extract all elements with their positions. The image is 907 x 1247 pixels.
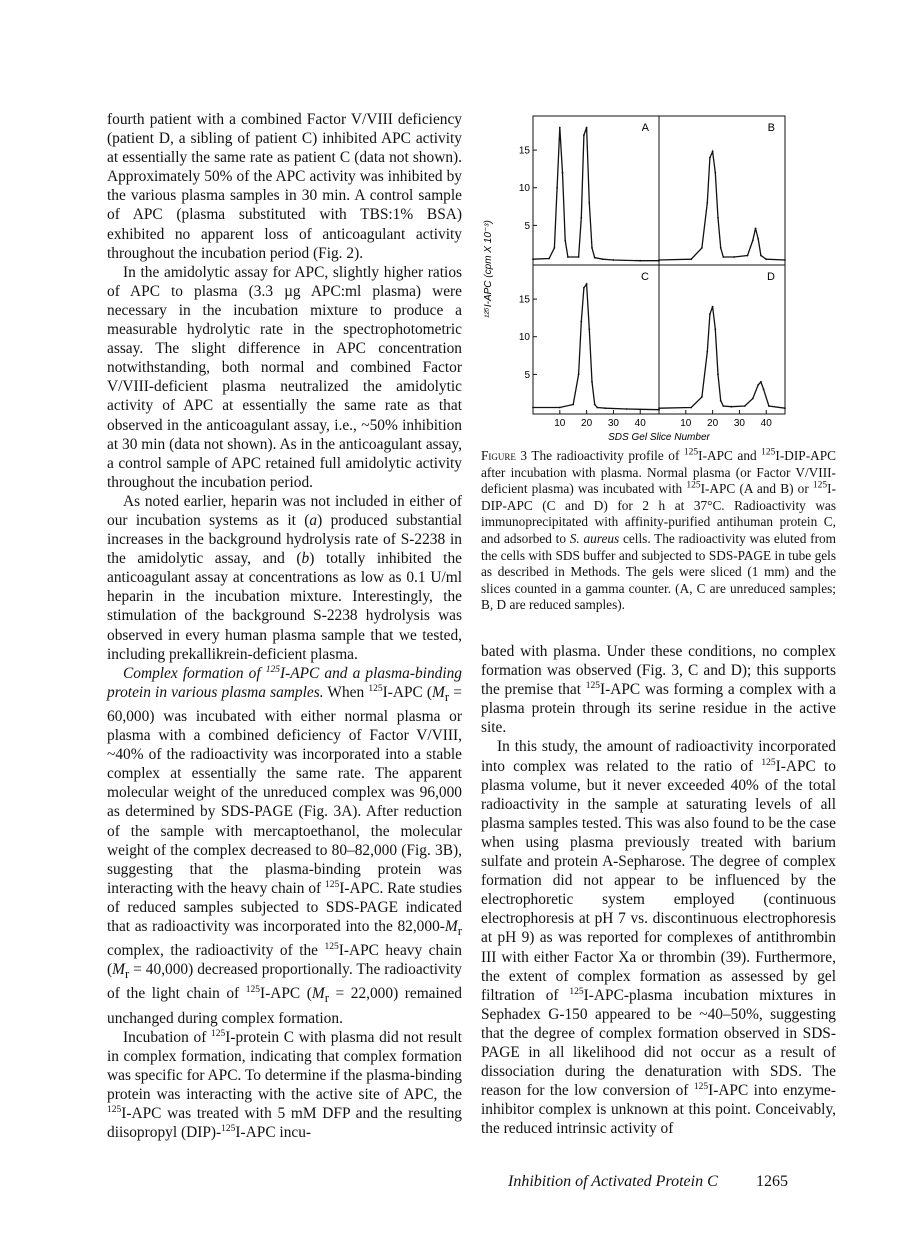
data-point bbox=[722, 405, 724, 407]
paragraph: In this study, the amount of radioactivity incorporated into complex was related to the ratio of $^{125}$I-APC to plasma volume, but it never exceeded 40% of the total radioactivity in the sample at saturating levels of all plasma samples tested. This was also found to be the case when using plasma previously treated with barium sulfate and protein A-Sepharose. The degree of complex formation did not appear to be influenced by the electrophoretic system employed (continuous electrophoresis at pH 7 vs. discontinuous electrophoresis at pH 9) as was reported for complexes of antithrombin III with either Factor Xa or thrombin (39). Furthermore, the extent of complex formation as assessed by gel filtration of $^{125}$I-APC-plasma incubation mixtures in Sephadex G-150 appeared to be ~40–50%, suggesting that the degree of complex formation observed in SDS-PAGE in all likelihood did not occur as a result of dissociation during the denaturation with SDS. The reason for the low conversion of $^{125}$I-APC into enzyme-inhibitor complex is unknown at this point. Conceivably, the reduced intrinsic activity of bbox=[481, 738, 836, 1138]
data-point bbox=[658, 407, 660, 409]
data-point bbox=[717, 374, 719, 376]
right-column bbox=[481, 642, 836, 1138]
data-point bbox=[720, 400, 722, 402]
data-point bbox=[580, 321, 582, 323]
data-point bbox=[588, 202, 590, 204]
data-point bbox=[690, 258, 692, 260]
data-point bbox=[784, 407, 786, 409]
data-point bbox=[712, 151, 714, 153]
data-point bbox=[613, 259, 615, 261]
series-line-D bbox=[659, 307, 785, 409]
data-point bbox=[554, 247, 556, 249]
data-point bbox=[712, 306, 714, 308]
series-line-A bbox=[533, 128, 659, 261]
data-point bbox=[586, 127, 588, 129]
y-tick-label: 15 bbox=[518, 145, 530, 157]
data-point bbox=[752, 398, 754, 400]
data-point bbox=[548, 258, 550, 260]
x-tick-label: 10 bbox=[554, 418, 566, 429]
data-point bbox=[578, 256, 580, 258]
data-point bbox=[578, 374, 580, 376]
data-point bbox=[722, 256, 724, 258]
data-point bbox=[594, 404, 596, 406]
data-point bbox=[572, 404, 574, 406]
data-point bbox=[594, 257, 596, 259]
data-point bbox=[752, 240, 754, 242]
data-point bbox=[763, 389, 765, 391]
data-point bbox=[690, 407, 692, 409]
data-point bbox=[706, 202, 708, 204]
data-point bbox=[747, 255, 749, 257]
panel-label-B: B bbox=[767, 122, 775, 134]
panel-label-A: A bbox=[641, 122, 649, 134]
y-tick-label: 5 bbox=[524, 220, 530, 232]
data-point bbox=[714, 172, 716, 174]
data-point bbox=[580, 217, 582, 219]
data-point bbox=[596, 407, 598, 409]
data-point bbox=[583, 287, 585, 289]
data-point bbox=[586, 283, 588, 285]
figure-3 bbox=[481, 108, 836, 446]
data-point bbox=[559, 127, 561, 129]
paragraph: bated with plasma. Under these conditions, no complex formation was observed (Fig. 3, C and D); this supports the premise that $^{125}$I-APC was forming a complex with a plasma protein through its serine residue in the active site. bbox=[481, 643, 836, 737]
data-point bbox=[562, 172, 564, 174]
x-tick-label: 30 bbox=[733, 418, 745, 429]
page-number: 1265 bbox=[756, 1173, 788, 1190]
data-point bbox=[706, 351, 708, 353]
x-tick-label: 40 bbox=[760, 418, 772, 429]
data-point bbox=[784, 259, 786, 261]
data-point bbox=[588, 328, 590, 330]
data-point bbox=[709, 157, 711, 159]
data-point bbox=[760, 381, 762, 383]
figure-3-chart bbox=[481, 108, 836, 446]
data-point bbox=[639, 260, 641, 262]
y-tick-label: 5 bbox=[524, 369, 530, 381]
data-point bbox=[714, 328, 716, 330]
data-point bbox=[709, 313, 711, 315]
y-tick-label: 15 bbox=[518, 294, 530, 306]
paragraph: In the amidolytic assay for APC, slightly higher ratios of APC to plasma (3.3 µg APC:ml plasma) were necessary in the incubation mixture to produce a measurable hydrolytic rate in the spectrophotometric assay. The slight difference in APC concentration notwithstanding, both normal and combined Factor V/VIII-deficient plasma neutralized the amidolytic activity of APC at essentially the same rate as that observed in the anticoagulant assay, i.e., ~50% inhibition at 30 min (data not shown). As in the anticoagulant assay, a control sample of APC retained full amidolytic activity throughout the incubation period. bbox=[107, 263, 462, 491]
data-point bbox=[605, 407, 607, 409]
data-point bbox=[757, 384, 759, 386]
series-line-B bbox=[659, 152, 785, 260]
data-point bbox=[765, 258, 767, 260]
y-tick-label: 10 bbox=[518, 183, 530, 195]
data-point bbox=[564, 240, 566, 242]
data-point bbox=[757, 238, 759, 240]
data-point bbox=[556, 187, 558, 189]
paragraph: Complex formation of $^{125}$I-APC and a plasma-binding protein in various plasma samples. When $^{125}$I-APC $(M_r = 60,000)$ was incubated with either normal plasma or plasma with a combined deficiency of Factor V/VIII, ~40% of the radioactivity was incorporated into a stable complex at essentially the same rate. The apparent molecular weight of the unreduced complex was 96,000 as determined by SDS-PAGE (Fig. 3A). After reduction of the sample with mercaptoethanol, the molecular weight of the complex decreased to 80–82,000 (Fig. 3B), suggesting that the plasma-binding protein was interacting with the heavy chain of $^{125}$I-APC. Rate studies of reduced samples subjected to SDS-PAGE indicated that as radioactivity was incorporated into the $82,000-M_r$ complex, the radioactivity of the $^{125}$I-APC heavy chain $(M_r = 40,000)$ decreased proportionally. The radioactivity of the light chain of $^{125}$I-APC $(M_r = 22,000)$ remained unchanged during complex formation. bbox=[107, 664, 463, 1027]
data-point bbox=[583, 134, 585, 136]
panel-label-D: D bbox=[767, 271, 775, 283]
data-point bbox=[532, 258, 534, 260]
data-point bbox=[591, 381, 593, 383]
data-point bbox=[559, 407, 561, 409]
y-tick-label: 10 bbox=[518, 332, 530, 344]
figure-caption: Figure 3 The radioactivity profile of $^{125}$I-APC and $^{125}$I-DIP-APC after incubation with plasma. Normal plasma (or Factor V/VIII-deficient plasma) was incubated with $^{125}$I-APC (A and B) or $^{125}$I-DIP-APC (C and D) for 2 h at 37°C. Radioactivity was immunoprecipitated with affinity-purified antihuman protein C, and adsorbed to S. aureus cells. The radioactivity was eluted from the cells with SDS buffer and subjected to SDS-PAGE in tube gels as described in Methods. The gels were sliced (1 mm) and the slices counted in a gamma counter. (A, C are unreduced samples; B, D are reduced samples). bbox=[481, 447, 836, 613]
x-tick-label: 30 bbox=[607, 418, 619, 429]
data-point bbox=[733, 256, 735, 258]
x-tick-label: 20 bbox=[707, 418, 719, 429]
x-tick-label: 10 bbox=[680, 418, 692, 429]
data-point bbox=[567, 256, 569, 258]
data-point bbox=[701, 247, 703, 249]
data-point bbox=[717, 217, 719, 219]
data-point bbox=[755, 228, 757, 230]
data-point bbox=[731, 406, 733, 408]
panel-label-C: C bbox=[641, 271, 649, 283]
data-point bbox=[701, 396, 703, 398]
data-point bbox=[591, 247, 593, 249]
data-point bbox=[658, 259, 660, 261]
x-tick-label: 40 bbox=[634, 418, 646, 429]
left-column bbox=[107, 110, 462, 1142]
data-point bbox=[768, 405, 770, 407]
data-point bbox=[720, 247, 722, 249]
running-title: Inhibition of Activated Protein C bbox=[508, 1173, 718, 1190]
data-point bbox=[602, 258, 604, 260]
series-line-C bbox=[533, 284, 659, 410]
data-point bbox=[760, 255, 762, 257]
paragraph: fourth patient with a combined Factor V/VIII deficiency (patient D, a sibling of patient C) inhibited APC activity at essentially the same rate as patient C (data not shown). Approximately 50% of the APC activity was inhibited by the various plasma samples in 30 min. A control sample of APC (plasma substituted with TBS:1% BSA) exhibited no apparent loss of anticoagulant activity throughout the incubation period (Fig. 2). bbox=[107, 111, 462, 262]
x-axis-label: SDS Gel Slice Number bbox=[608, 432, 710, 443]
y-axis-label: ¹²⁵I-APC (cpm X 10⁻³) bbox=[483, 220, 494, 318]
data-point bbox=[744, 405, 746, 407]
x-tick-label: 20 bbox=[581, 418, 593, 429]
paragraph: As noted earlier, heparin was not included in either of our incubation systems as it (a) produced substantial increases in the background hydrolysis rate of S-2238 in the amidolytic assay, and (b) totally inhibited the anticoagulant assay at concentrations as low as 0.1 U/ml heparin in the incubation mixture. Interestingly, the stimulation of the background S-2238 hydrolysis was observed in every human plasma sample that we tested, including prekallikrein-deficient plasma. bbox=[107, 492, 462, 663]
data-point bbox=[626, 408, 628, 410]
paragraph: Incubation of $^{125}$I-protein C with plasma did not result in complex formation, indicating that complex formation was specific for APC. To determine if the plasma-binding protein was interacting with the active site of APC, the $^{125}$I-APC was treated with 5 mM DFP and the resulting diisopropyl (DIP)-$^{125}$I-APC incu- bbox=[107, 1028, 462, 1142]
data-point bbox=[532, 407, 534, 409]
